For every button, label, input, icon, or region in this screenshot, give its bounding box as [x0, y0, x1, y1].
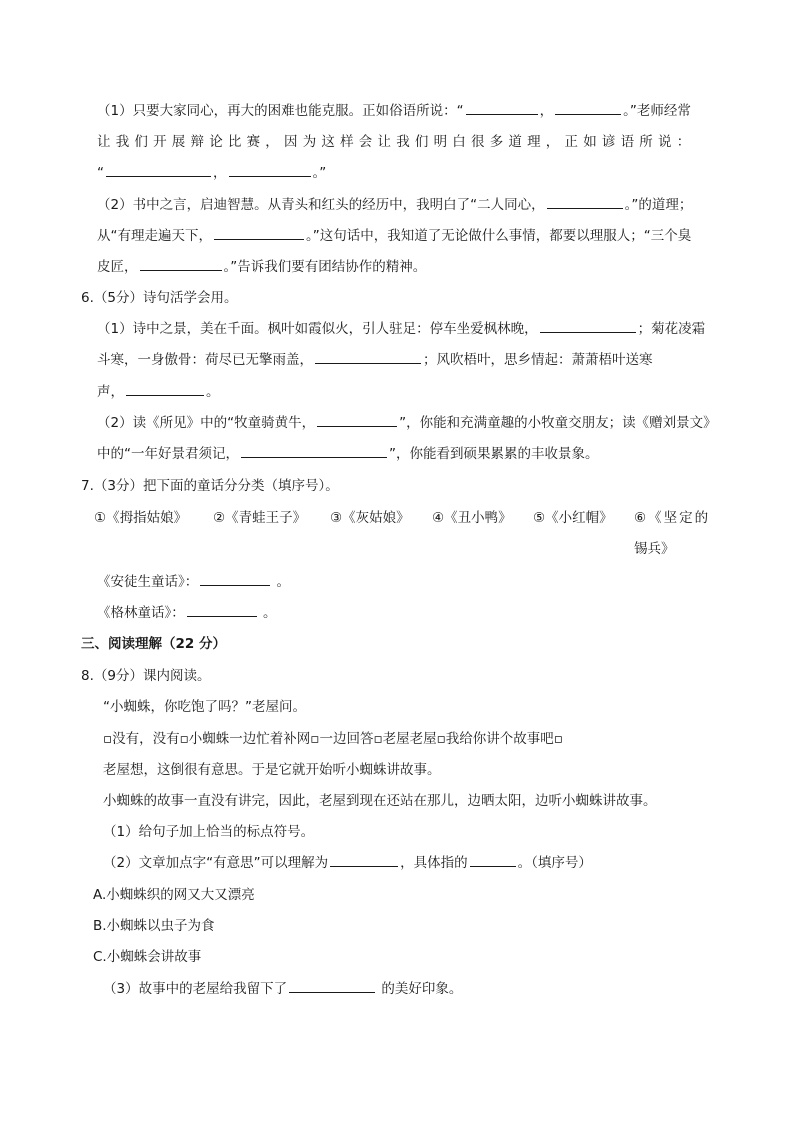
q7-option-5: ⑤《小红帽》 [533, 510, 613, 526]
q7-andersen-line: 《安徒生童话》： 。 [97, 574, 291, 590]
answer-blank[interactable] [317, 413, 397, 427]
q6-heading: 6.（5分）诗句活学会用。 [81, 290, 238, 306]
answer-blank[interactable] [555, 101, 621, 115]
passage-line: ▫没有，没有▫小蜘蛛一边忙着补网▫一边回答▫老屋老屋▫我给你讲个故事吧▫ [103, 731, 563, 747]
passage-line: 小蜘蛛的故事一直没有讲完，因此，老屋到现在还站在那儿，边晒太阳，边听小蜘蛛讲故事。 [103, 793, 657, 809]
q7-option-6: ⑥《坚定的 [634, 510, 711, 526]
q6-part2-line2: 中的“一年好景君须记， ”，你能看到硕果累累的丰收景象。 [97, 446, 599, 462]
answer-blank[interactable] [241, 444, 387, 458]
q7-option-6-cont: 锡兵》 [634, 541, 675, 557]
q8-heading: 8.（9分）课内阅读。 [81, 668, 211, 684]
q5-part2-line2: 从“有理走遍天下， 。”这句话中，我知道了无论做什么事情，都要以理服人；“三个臭 [97, 228, 692, 244]
passage-line: “小蜘蛛，你吃饱了吗？”老屋问。 [103, 699, 306, 715]
q8-option-b: B.小蜘蛛以虫子为食 [93, 918, 215, 934]
answer-blank[interactable] [126, 382, 204, 396]
answer-blank[interactable] [289, 979, 375, 993]
answer-blank[interactable] [106, 163, 211, 177]
q8-sub3: （3）故事中的老屋给我留下了 的美好印象。 [103, 981, 463, 997]
q7-option-2: ②《青蛙王子》 [213, 510, 307, 526]
passage-line: 老屋想，这倒很有意思。于是它就开始听小蜘蛛讲故事。 [103, 762, 441, 778]
q8-option-a: A.小蜘蛛织的网又大又漂亮 [93, 887, 255, 903]
q7-option-1: ①《拇指姑娘》 [94, 510, 188, 526]
answer-blank[interactable] [140, 257, 222, 271]
q5-part2-line3: 皮匠， 。”告诉我们要有团结协作的精神。 [97, 259, 427, 275]
q5-part1-line1: （1）只要大家同心，再大的困难也能克服。正如俗语所说：“ ， 。”老师经常 [97, 103, 691, 119]
q5-part1-line3: “ ， 。” [97, 165, 327, 181]
answer-blank[interactable] [200, 572, 270, 586]
answer-blank[interactable] [229, 163, 311, 177]
q8-option-c: C.小蜘蛛会讲故事 [93, 949, 202, 965]
answer-blank[interactable] [547, 195, 623, 209]
q8-sub2: （2）文章加点字“有意思”可以理解为 ，具体指的 。（填序号） [103, 855, 592, 871]
q8-sub1: （1）给句子加上恰当的标点符号。 [103, 824, 315, 840]
q6-part1-line1: （1）诗中之景，美在千面。枫叶如霞似火，引人驻足：停车坐爱枫林晚， ；菊花凌霜 [97, 321, 706, 337]
answer-blank[interactable] [315, 350, 421, 364]
section-title: 三、阅读理解（22 分） [81, 636, 226, 652]
q7-option-3: ③《灰姑娘》 [330, 510, 410, 526]
q5-part1-line2: 让我们开展辩论比赛，因为这样会让我们明白很多道理，正如谚语所说： [97, 134, 696, 150]
q7-heading: 7.（3分）把下面的童话分分类（填序号）。 [81, 478, 339, 494]
answer-blank[interactable] [540, 319, 636, 333]
answer-blank[interactable] [214, 226, 304, 240]
q6-part1-line2: 斗寒，一身傲骨：荷尽已无擎雨盖， ；风吹梧叶，思乡情起：萧萧梧叶送寒 [97, 352, 653, 368]
q6-part2-line1: （2）读《所见》中的“牧童骑黄牛， ”，你能和充满童趣的小牧童交朋友；读《赠刘景文》 [97, 415, 717, 431]
answer-blank[interactable] [470, 853, 516, 867]
answer-blank[interactable] [466, 101, 538, 115]
q7-grimm-line: 《格林童话》： 。 [97, 605, 277, 621]
q6-part1-line3: 声， 。 [97, 384, 220, 400]
answer-blank[interactable] [330, 853, 398, 867]
q5-part2-line1: （2）书中之言，启迪智慧。从青头和红头的经历中，我明白了“二人同心， 。”的道理； [97, 197, 693, 213]
q7-option-4: ④《丑小鸭》 [432, 510, 512, 526]
answer-blank[interactable] [187, 603, 257, 617]
